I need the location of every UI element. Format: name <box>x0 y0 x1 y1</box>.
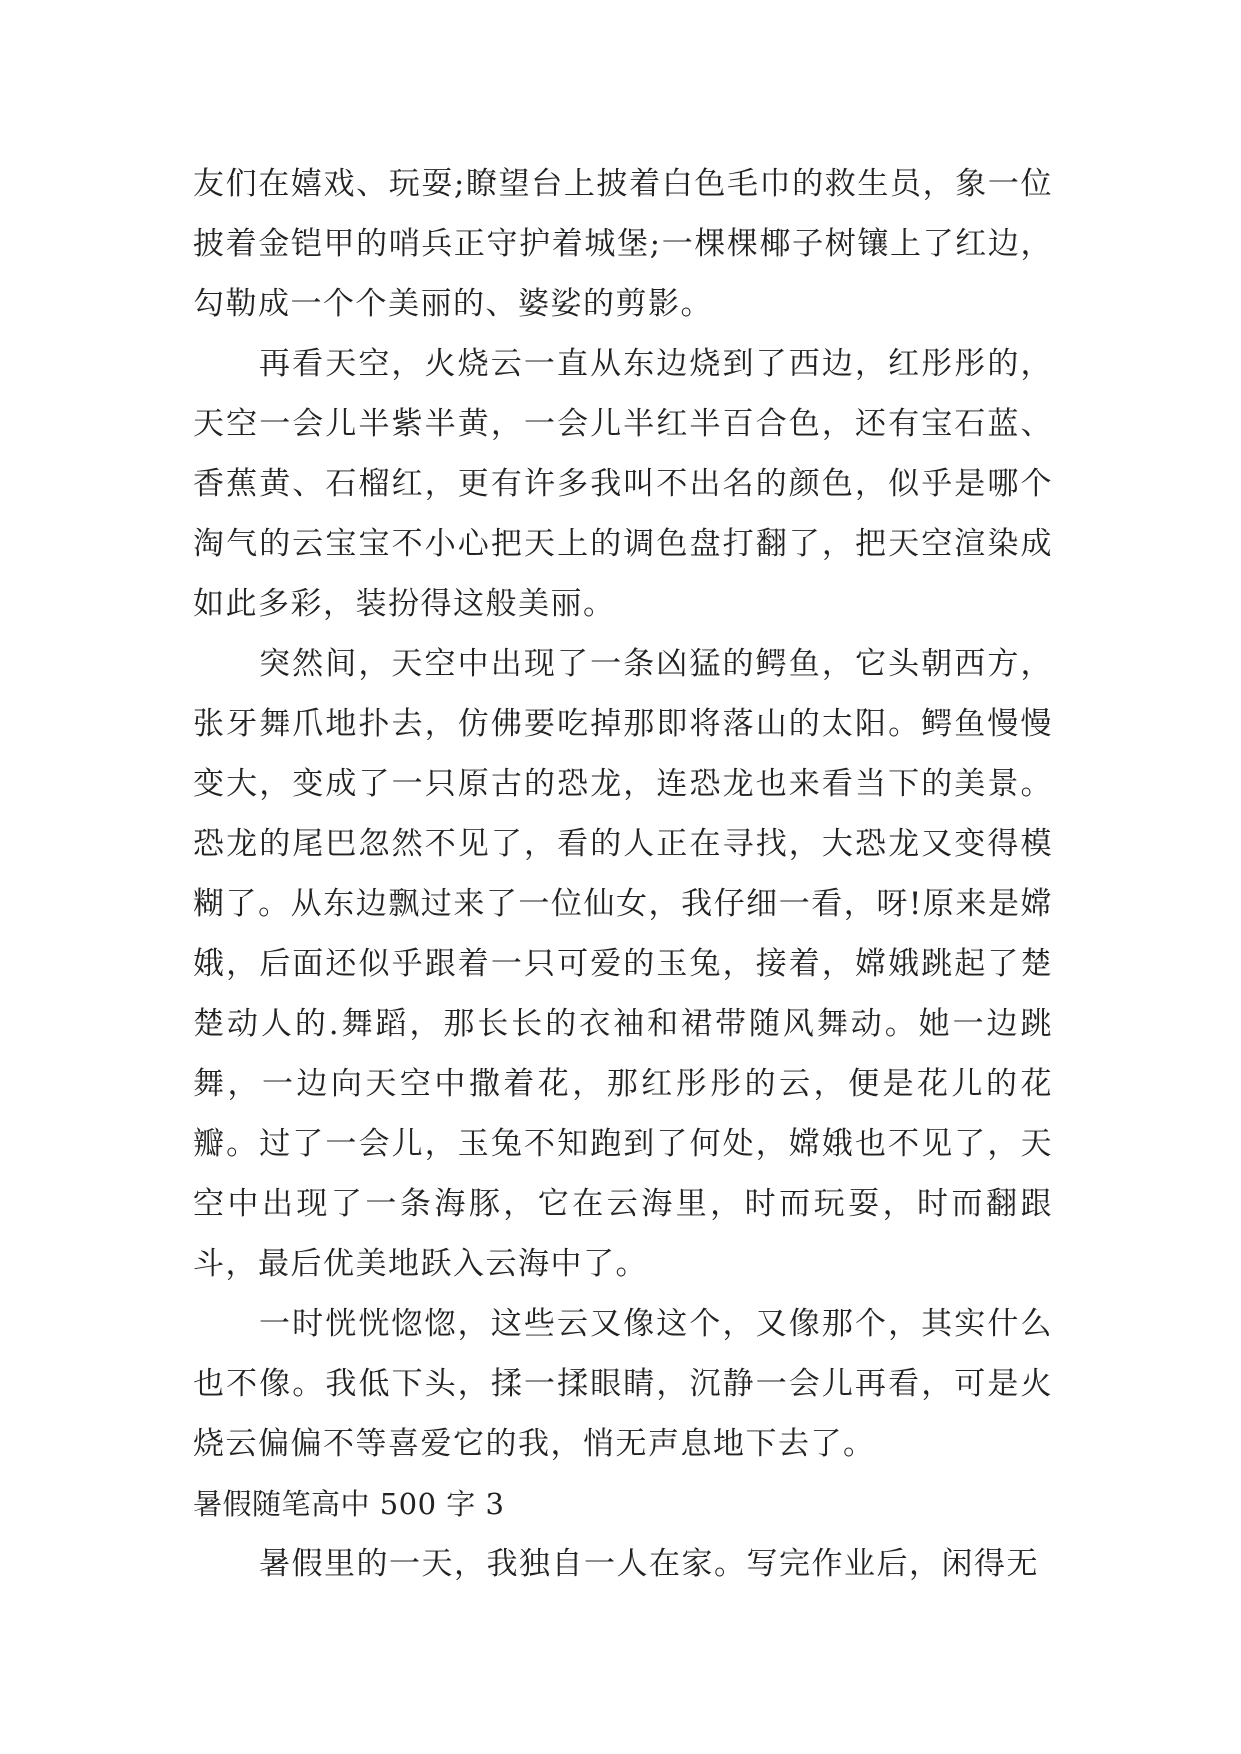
paragraph-sky-colors: 再看天空，火烧云一直从东边烧到了西边，红彤彤的，天空一会儿半紫半黄，一会儿半红半百合色，还有宝石蓝、香蕉黄、石榴红，更有许多我叫不出名的颜色，似乎是哪个淘气的云宝宝不小心把天上的调色盘打翻了，把天空渲染成如此多彩，装扮得这般美丽。 <box>193 346 1053 622</box>
document-body <box>193 154 1053 1594</box>
paragraph-cloud-shapes: 突然间，天空中出现了一条凶猛的鳄鱼，它头朝西方，张牙舞爪地扑去，仿佛要吃掉那即将落山的太阳。鳄鱼慢慢变大，变成了一只原古的恐龙，连恐龙也来看当下的美景。恐龙的尾巴忽然不见了，看的人正在寻找，大恐龙又变得模糊了。从东边飘过来了一位仙女，我仔细一看，呀!原来是嫦娥，后面还似乎跟着一只可爱的玉兔，接着，嫦娥跳起了楚楚动人的.舞蹈，那长长的衣袖和裙带随风舞动。她一边跳舞，一边向天空中撒着花，那红彤彤的云，便是花儿的花瓣。过了一会儿，玉兔不知跑到了何处，嫦娥也不见了，天空中出现了一条海豚，它在云海里，时而玩耍，时而翻跟斗，最后优美地跃入云海中了。 <box>193 646 1053 1282</box>
paragraph-closing: 一时恍恍惚惚，这些云又像这个，又像那个，其实什么也不像。我低下头，揉一揉眼睛，沉静一会儿再看，可是火烧云偏偏不等喜爱它的我，悄无声息地下去了。 <box>193 1306 1053 1462</box>
section-heading: 暑假随笔高中 500 字 3 <box>193 1487 505 1521</box>
paragraph-continued: 友们在嬉戏、玩耍;瞭望台上披着白色毛巾的救生员，象一位披着金铠甲的哨兵正守护着城堡;一棵棵椰子树镶上了红边，勾勒成一个个美丽的、婆娑的剪影。 <box>193 166 1053 322</box>
paragraph-next-essay: 暑假里的一天，我独自一人在家。写完作业后，闲得无 <box>259 1546 1039 1582</box>
